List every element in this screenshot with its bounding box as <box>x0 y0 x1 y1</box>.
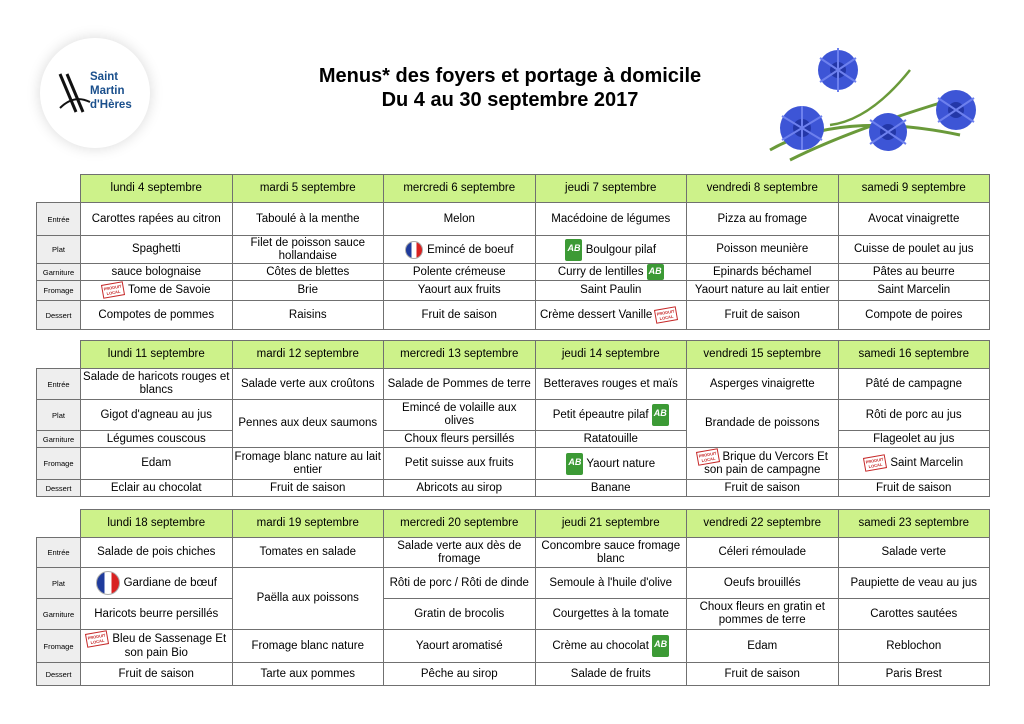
menu-cell: Compotes de pommes <box>81 301 233 330</box>
menu-cell <box>687 448 839 480</box>
menu-cell: Gigot d'agneau au jus <box>81 400 233 431</box>
row-label-fromage: Fromage <box>37 448 81 480</box>
day-header-row <box>37 510 990 538</box>
week-1-table <box>36 174 990 330</box>
menu-cell: Yaourt nature au lait entier <box>687 281 839 301</box>
title-line-2: Du 4 au 30 septembre 2017 <box>381 89 639 111</box>
menu-cell: Raisins <box>232 301 384 330</box>
week-2-table <box>36 340 990 497</box>
row-dessert <box>37 480 990 497</box>
menu-cell: Pâté de campagne <box>838 369 990 400</box>
ab-organic-label-icon: AB <box>566 453 583 475</box>
row-plat <box>37 400 990 431</box>
menu-cell: Semoule à l'huile d'olive <box>535 568 687 599</box>
menu-cell: Choux fleurs en gratin et pommes de terre <box>687 599 839 630</box>
menu-cell <box>535 400 687 431</box>
menu-cell: Epinards béchamel <box>687 264 839 281</box>
menu-cell: Melon <box>384 203 536 236</box>
row-garniture <box>37 264 990 281</box>
produit-local-stamp-icon: PRODUIT LOCAL <box>101 282 125 300</box>
menu-cell: Céleri rémoulade <box>687 538 839 568</box>
day-header: vendredi 8 septembre <box>687 175 839 203</box>
menu-cell: Brie <box>232 281 384 301</box>
menu-cell: Salade de haricots rouges et blancs <box>81 369 233 400</box>
menu-cell: Fruit de saison <box>232 480 384 497</box>
row-label-plat: Plat <box>37 400 81 431</box>
menu-cell: Fruit de saison <box>687 663 839 686</box>
menu-cell: Fruit de saison <box>687 301 839 330</box>
row-label-entree: Entrée <box>37 538 81 568</box>
menu-cell <box>535 264 687 281</box>
menu-cell <box>535 301 687 330</box>
produit-local-stamp-icon: PRODUIT LOCAL <box>695 448 719 466</box>
day-header: lundi 4 septembre <box>81 175 233 203</box>
menu-cell: Cuisse de poulet au jus <box>838 236 990 264</box>
menu-cell: Oeufs brouillés <box>687 568 839 599</box>
day-header: lundi 11 septembre <box>81 341 233 369</box>
menu-cell: Flageolet au jus <box>838 431 990 448</box>
menu-item-text: Yaourt nature <box>586 457 656 470</box>
menu-cell: Pâtes au beurre <box>838 264 990 281</box>
day-header: mercredi 20 septembre <box>384 510 536 538</box>
logo-text-saint: Saint <box>90 71 119 83</box>
menu-item-text: Tome de Savoie <box>128 284 211 297</box>
page-title <box>230 64 790 112</box>
row-fromage <box>37 281 990 301</box>
row-label-garniture: Garniture <box>37 431 81 448</box>
menu-cell: Salade de Pommes de terre <box>384 369 536 400</box>
menu-cell: Compote de poires <box>838 301 990 330</box>
menu-cell: Haricots beurre persillés <box>81 599 233 630</box>
row-label-fromage: Fromage <box>37 281 81 301</box>
menu-cell <box>535 630 687 663</box>
menu-item-text: Curry de lentilles <box>557 266 644 279</box>
menu-item-text: Crème dessert Vanille <box>540 309 653 322</box>
menu-cell: Paëlla aux poissons <box>232 568 384 630</box>
day-header: mercredi 13 septembre <box>384 341 536 369</box>
menu-cell: Rôti de porc / Rôti de dinde <box>384 568 536 599</box>
produit-local-stamp-icon: PRODUIT LOCAL <box>863 455 887 473</box>
logo-text-dheres: d'Hères <box>90 99 132 111</box>
ab-organic-label-icon: AB <box>565 239 582 261</box>
menu-cell: Carottes sautées <box>838 599 990 630</box>
menu-cell: Courgettes à la tomate <box>535 599 687 630</box>
menu-cell: Banane <box>535 480 687 497</box>
menu-cell: Ratatouille <box>535 431 687 448</box>
menu-cell: Yaourt aromatisé <box>384 630 536 663</box>
ab-organic-label-icon: AB <box>652 404 669 426</box>
menu-cell: Filet de poisson sauce hollandaise <box>232 236 384 264</box>
produit-local-stamp-icon: PRODUIT LOCAL <box>85 631 109 649</box>
menu-cell: Edam <box>81 448 233 480</box>
day-header-row <box>37 341 990 369</box>
menu-cell: Côtes de blettes <box>232 264 384 281</box>
day-header: samedi 9 septembre <box>838 175 990 203</box>
menu-cell: Avocat vinaigrette <box>838 203 990 236</box>
menu-cell: Pizza au fromage <box>687 203 839 236</box>
menu-item-text: Brique du Vercors Et son pain de campagne <box>704 451 828 477</box>
row-label-garniture: Garniture <box>37 264 81 281</box>
ab-organic-label-icon: AB <box>647 264 664 280</box>
menu-cell <box>535 448 687 480</box>
menu-cell: Salade verte aux croûtons <box>232 369 384 400</box>
menu-cell: Paupiette de veau au jus <box>838 568 990 599</box>
corner-cell <box>37 341 81 369</box>
menu-cell <box>838 448 990 480</box>
row-plat <box>37 568 990 599</box>
menu-item-text: Emincé de boeuf <box>427 243 514 256</box>
row-fromage <box>37 630 990 663</box>
menu-cell: Brandade de poissons <box>687 400 839 448</box>
menu-cell: Fruit de saison <box>838 480 990 497</box>
ab-organic-label-icon: AB <box>652 635 669 657</box>
row-label-dessert: Dessert <box>37 480 81 497</box>
menu-item-text: Petit épeautre pilaf <box>552 409 649 422</box>
day-header: samedi 16 septembre <box>838 341 990 369</box>
row-label-entree: Entrée <box>37 369 81 400</box>
row-label-entree: Entrée <box>37 203 81 236</box>
menu-cell: Poisson meunière <box>687 236 839 264</box>
menu-cell: Asperges vinaigrette <box>687 369 839 400</box>
menu-cell <box>81 568 233 599</box>
menu-cell: Salade de pois chiches <box>81 538 233 568</box>
row-entree <box>37 203 990 236</box>
row-label-plat: Plat <box>37 568 81 599</box>
corner-cell <box>37 510 81 538</box>
france-flag-icon <box>96 571 120 595</box>
row-entree <box>37 538 990 568</box>
menu-cell: Fruit de saison <box>384 301 536 330</box>
menu-cell: Emincé de volaille aux olives <box>384 400 536 431</box>
menu-item-text: Crème au chocolat <box>552 640 649 653</box>
menu-cell: sauce bolognaise <box>81 264 233 281</box>
row-dessert <box>37 301 990 330</box>
menu-cell: Abricots au sirop <box>384 480 536 497</box>
menu-cell: Tomates en salade <box>232 538 384 568</box>
menu-cell: Petit suisse aux fruits <box>384 448 536 480</box>
day-header: vendredi 22 septembre <box>687 510 839 538</box>
day-header: jeudi 7 septembre <box>535 175 687 203</box>
day-header: mardi 19 septembre <box>232 510 384 538</box>
day-header: mercredi 6 septembre <box>384 175 536 203</box>
menu-cell: Choux fleurs persillés <box>384 431 536 448</box>
menu-cell: Reblochon <box>838 630 990 663</box>
row-label-dessert: Dessert <box>37 301 81 330</box>
menu-cell: Concombre sauce fromage blanc <box>535 538 687 568</box>
france-flag-icon <box>405 241 423 259</box>
row-fromage <box>37 448 990 480</box>
menu-cell: Pennes aux deux saumons <box>232 400 384 448</box>
menu-cell: Salade verte aux dès de fromage <box>384 538 536 568</box>
menu-item-text: Boulgour pilaf <box>585 243 657 256</box>
row-entree <box>37 369 990 400</box>
menu-cell: Spaghetti <box>81 236 233 264</box>
row-garniture <box>37 599 990 630</box>
menu-cell: Betteraves rouges et maïs <box>535 369 687 400</box>
menu-cell: Rôti de porc au jus <box>838 400 990 431</box>
menu-cell: Fromage blanc nature <box>232 630 384 663</box>
day-header: jeudi 14 septembre <box>535 341 687 369</box>
row-garniture <box>37 431 990 448</box>
row-plat <box>37 236 990 264</box>
menu-cell: Polente crémeuse <box>384 264 536 281</box>
menu-cell: Macédoine de légumes <box>535 203 687 236</box>
menu-cell <box>384 236 536 264</box>
menu-cell: Saint Marcelin <box>838 281 990 301</box>
menu-item-text: Bleu de Sassenage Et son pain Bio <box>112 633 227 659</box>
menu-cell: Eclair au chocolat <box>81 480 233 497</box>
corner-cell <box>37 175 81 203</box>
city-logo <box>40 38 150 148</box>
menu-cell: Fromage blanc nature au lait entier <box>232 448 384 480</box>
logo-mark-icon <box>58 72 92 116</box>
week-3-table <box>36 509 990 686</box>
day-header: mardi 5 septembre <box>232 175 384 203</box>
menu-cell: Tarte aux pommes <box>232 663 384 686</box>
menu-cell: Fruit de saison <box>687 480 839 497</box>
menu-item-text: Saint Marcelin <box>890 457 964 470</box>
row-label-fromage: Fromage <box>37 630 81 663</box>
row-label-dessert: Dessert <box>37 663 81 686</box>
menu-cell: Salade verte <box>838 538 990 568</box>
menu-cell: Fruit de saison <box>81 663 233 686</box>
menu-cell: Légumes couscous <box>81 431 233 448</box>
day-header: vendredi 15 septembre <box>687 341 839 369</box>
row-dessert <box>37 663 990 686</box>
day-header: jeudi 21 septembre <box>535 510 687 538</box>
menu-cell: Salade de fruits <box>535 663 687 686</box>
title-line-1: Menus* des foyers et portage à domicile <box>318 65 702 87</box>
menu-cell: Taboulé à la menthe <box>232 203 384 236</box>
menu-item-text: Gardiane de bœuf <box>123 577 217 590</box>
day-header: samedi 23 septembre <box>838 510 990 538</box>
menu-cell <box>81 630 233 663</box>
menu-cell <box>535 236 687 264</box>
menu-cell: Yaourt aux fruits <box>384 281 536 301</box>
menu-cell: Edam <box>687 630 839 663</box>
menu-cell: Pêche au sirop <box>384 663 536 686</box>
menu-cell: Carottes rapées au citron <box>81 203 233 236</box>
menu-cell <box>81 281 233 301</box>
menu-cell: Gratin de brocolis <box>384 599 536 630</box>
menu-cell: Saint Paulin <box>535 281 687 301</box>
day-header: mardi 12 septembre <box>232 341 384 369</box>
produit-local-stamp-icon: PRODUIT LOCAL <box>654 306 678 324</box>
day-header: lundi 18 septembre <box>81 510 233 538</box>
row-label-plat: Plat <box>37 236 81 264</box>
menu-cell: Paris Brest <box>838 663 990 686</box>
cornflowers-image <box>760 40 990 165</box>
row-label-garniture: Garniture <box>37 599 81 630</box>
day-header-row <box>37 175 990 203</box>
logo-text-martin: Martin <box>90 85 125 97</box>
